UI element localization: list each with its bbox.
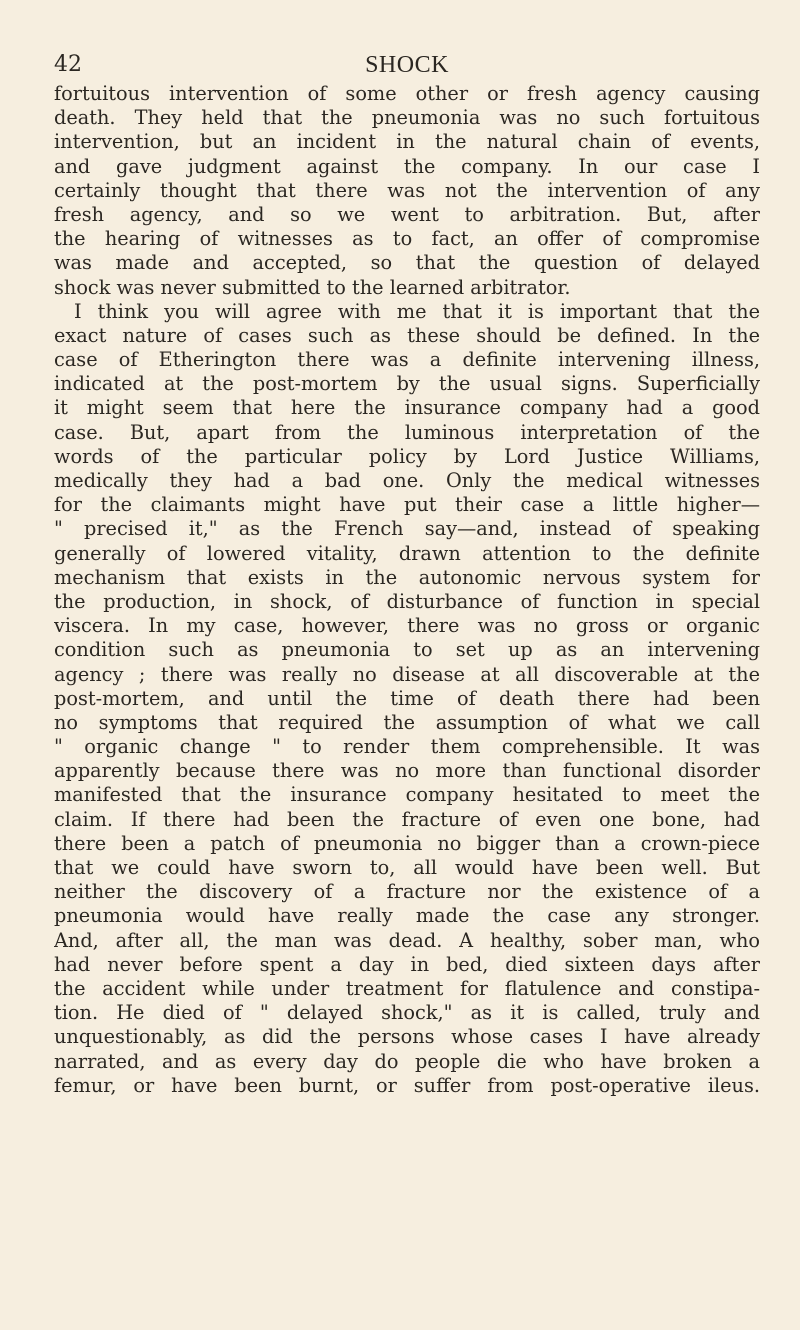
text-line: had never before spent a day in bed, died sixteen days after bbox=[54, 952, 760, 976]
text-line: tion. He died of " delayed shock," as it is called, truly and bbox=[54, 1001, 760, 1025]
text-line: death. They held that the pneumonia was no such fortuitous bbox=[54, 106, 760, 130]
text-line: fortuitous intervention of some other or fresh agency causing bbox=[54, 82, 760, 105]
text-line: for the claimants might have put their case a little higher— bbox=[54, 493, 760, 517]
text-line: post-mortem, and until the time of death there had been bbox=[54, 686, 760, 710]
text-line: apparently because there was no more than functional disorder bbox=[54, 759, 760, 783]
running-head bbox=[54, 52, 760, 82]
text-line: indicated at the post-mortem by the usual signs. Superficially bbox=[54, 372, 760, 396]
text-line: generally of lowered vitality, drawn attention to the definite bbox=[54, 541, 760, 565]
text-line: agency ; there was really no disease at all discoverable at the bbox=[54, 662, 760, 686]
text-line: that we could have sworn to, all would have been well. But bbox=[54, 856, 760, 879]
text-line: words of the particular policy by Lord Justice Williams, bbox=[54, 444, 760, 468]
text-line: mechanism that exists in the autonomic nervous system for bbox=[54, 565, 760, 589]
body-text bbox=[54, 82, 760, 1098]
text-line: there been a patch of pneumonia no bigger than a crown-piece bbox=[54, 831, 760, 855]
text-line: was made and accepted, so that the question of delayed bbox=[54, 251, 760, 275]
text-line: case. But, apart from the luminous interpretation of the bbox=[54, 420, 760, 444]
text-line: condition such as pneumonia to set up as an intervening bbox=[54, 638, 760, 662]
text-line: the hearing of witnesses as to fact, an offer of compromise bbox=[54, 227, 760, 251]
text-line: medically they had a bad one. Only the medical witnesses bbox=[54, 469, 760, 492]
text-line: case of Etherington there was a definite intervening illness, bbox=[54, 348, 760, 372]
text-line: shock was never submitted to the learned arbitrator. bbox=[54, 275, 571, 299]
text-line: claim. If there had been the fracture of even one bone, had bbox=[54, 807, 760, 831]
text-line: certainly thought that there was not the intervention of any bbox=[54, 178, 760, 202]
text-line: the accident while under treatment for flatulence and constipa- bbox=[54, 976, 760, 1000]
text-line: narrated, and as every day do people die who have broken a bbox=[54, 1049, 760, 1073]
text-line: pneumonia would have really made the case any stronger. bbox=[54, 904, 760, 928]
text-line: fresh agency, and so we went to arbitration. But, after bbox=[54, 202, 760, 226]
text-line: exact nature of cases such as these should be defined. In the bbox=[54, 323, 760, 347]
text-line: and gave judgment against the company. In our case I bbox=[54, 154, 760, 178]
text-line: manifested that the insurance company hesitated to meet the bbox=[54, 783, 760, 807]
page-number: 42 bbox=[54, 52, 82, 77]
text-line: viscera. In my case, however, there was no gross or organic bbox=[54, 614, 760, 638]
running-title: SHOCK bbox=[365, 52, 449, 78]
text-line: femur, or have been burnt, or suffer from post-operative ileus. bbox=[54, 1073, 760, 1097]
text-line: neither the discovery of a fracture nor the existence of a bbox=[54, 880, 760, 904]
text-line: And, after all, the man was dead. A healthy, sober man, who bbox=[54, 928, 760, 952]
text-line: I think you will agree with me that it is important that the bbox=[74, 299, 760, 323]
text-line: it might seem that here the insurance company had a good bbox=[54, 396, 760, 420]
text-line: no symptoms that required the assumption of what we call bbox=[54, 710, 760, 734]
text-line: " precised it," as the French say—and, instead of speaking bbox=[54, 517, 760, 541]
text-line: the production, in shock, of disturbance of function in special bbox=[54, 589, 760, 613]
text-line: " organic change " to render them comprehensible. It was bbox=[54, 735, 760, 759]
text-line: unquestionably, as did the persons whose cases I have already bbox=[54, 1025, 760, 1049]
text-line: intervention, but an incident in the natural chain of events, bbox=[54, 130, 760, 154]
